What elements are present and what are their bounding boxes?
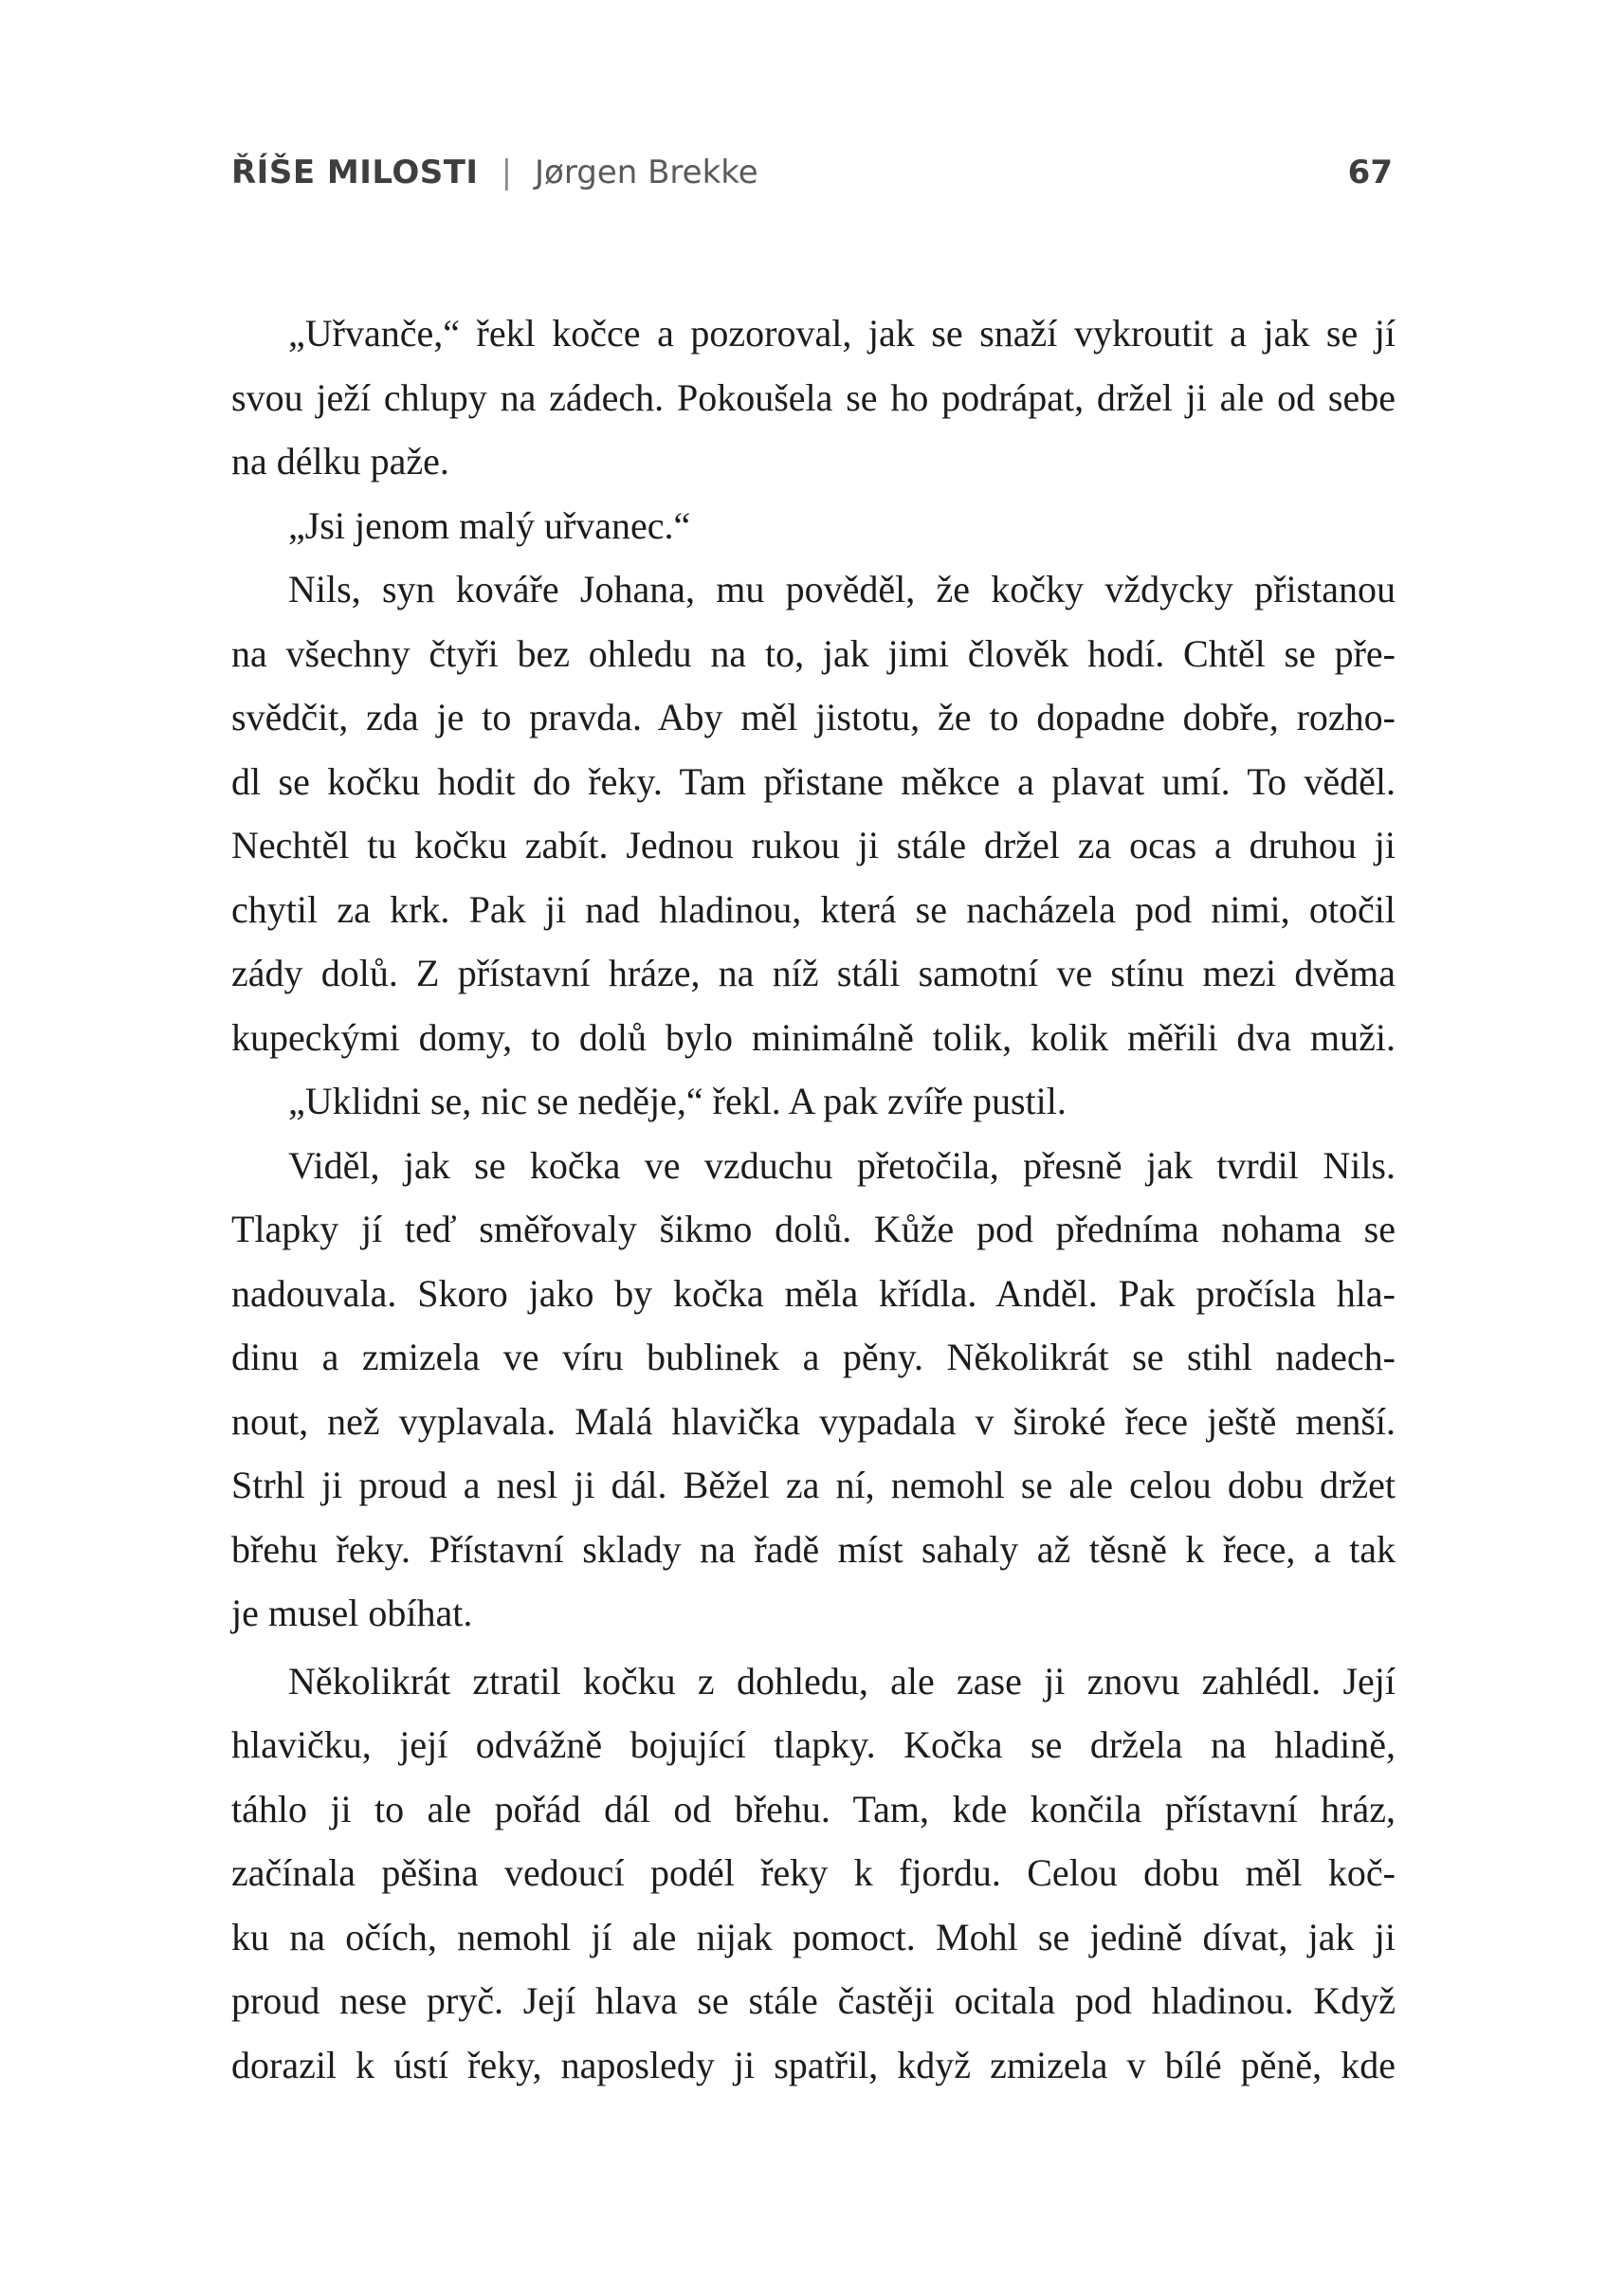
text-line: chytil za krk. Pak ji nad hladinou, která se nacházela pod nimi, otočil bbox=[231, 887, 1396, 931]
text-line: Viděl, jak se kočka ve vzduchu přetočila, přesně jak tvrdil Nils. bbox=[288, 1143, 1396, 1187]
text-line: svou ježí chlupy na zádech. Pokoušela se ho podrápat, držel ji ale od sebe bbox=[231, 375, 1396, 419]
text-line: nadouvala. Skoro jako by kočka měla křídla. Anděl. Pak pročísla hla- bbox=[231, 1271, 1396, 1315]
text-line: je musel obíhat. bbox=[231, 1592, 473, 1634]
book-title: ŘÍŠE MILOSTI bbox=[231, 154, 479, 191]
text-line: „Jsi jenom malý uřvanec.“ bbox=[288, 503, 691, 547]
text-line: dorazil k ústí řeky, naposledy ji spatřil, když zmizela v bílé pěně, kde bbox=[231, 2043, 1396, 2086]
author-name: Jørgen Brekke bbox=[535, 154, 758, 191]
text-line: svědčit, zda je to pravda. Aby měl jistotu, že to dopadne dobře, rozho- bbox=[231, 696, 1396, 738]
text-line: Nechtěl tu kočku zabít. Jednou rukou ji stále držel za ocas a druhou ji bbox=[231, 824, 1396, 866]
header-left bbox=[231, 144, 758, 201]
text-line: Tlapky jí teď směřovaly šikmo dolů. Kůže pod předníma nohama se bbox=[231, 1208, 1396, 1250]
text-line: Nils, syn kováře Johana, mu pověděl, že kočky vždycky přistanou bbox=[288, 568, 1396, 610]
text-line: proud nese pryč. Její hlava se stále častěji ocitala pod hladinou. Když bbox=[231, 1979, 1396, 2022]
text-line: táhlo ji to ale pořád dál od břehu. Tam, kde končila přístavní hráz, bbox=[231, 1787, 1396, 1830]
text-line: dl se kočku hodit do řeky. Tam přistane měkce a plavat umí. To věděl. bbox=[231, 759, 1396, 803]
text-line: Strhl ji proud a nesl ji dál. Běžel za ní, nemohl se ale celou dobu držet bbox=[231, 1464, 1396, 1506]
running-header bbox=[231, 144, 1393, 201]
text-line: na všechny čtyři bez ohledu na to, jak jimi člověk hodí. Chtěl se pře- bbox=[231, 631, 1396, 675]
text-line: zády dolů. Z přístavní hráze, na níž stáli samotní ve stínu mezi dvěma bbox=[231, 952, 1396, 994]
body-text bbox=[231, 301, 1396, 2097]
text-line: „Uřvanče,“ řekl kočce a pozoroval, jak se snaží vykroutit a jak se jí bbox=[288, 312, 1396, 355]
text-line: břehu řeky. Přístavní sklady na řadě míst sahaly až těsně k řece, a tak bbox=[231, 1527, 1396, 1571]
text-line: nout, než vyplavala. Malá hlavička vypadala v široké řece ještě menší. bbox=[231, 1399, 1396, 1443]
text-line: „Uklidni se, nic se neděje,“ řekl. A pak zvíře pustil. bbox=[288, 1080, 1067, 1122]
text-line: na délku paže. bbox=[231, 440, 449, 482]
header-separator: | bbox=[501, 154, 513, 191]
text-line: Několikrát ztratil kočku z dohledu, ale zase ji znovu zahlédl. Její bbox=[288, 1659, 1396, 1702]
text-line: kupeckými domy, to dolů bylo minimálně tolik, kolik měřili dva muži. bbox=[231, 1015, 1396, 1059]
text-line: dinu a zmizela ve víru bublinek a pěny. Několikrát se stihl nadech- bbox=[231, 1336, 1396, 1378]
text-line: ku na očích, nemohl jí ale nijak pomoct. Mohl se jedině dívat, jak ji bbox=[231, 1915, 1396, 1958]
page-number: 67 bbox=[1347, 154, 1393, 191]
text-line: hlavičku, její odvážně bojující tlapky. Kočka se držela na hladině, bbox=[231, 1723, 1396, 1766]
text-line: začínala pěšina vedoucí podél řeky k fjordu. Celou dobu měl koč- bbox=[231, 1851, 1396, 1894]
